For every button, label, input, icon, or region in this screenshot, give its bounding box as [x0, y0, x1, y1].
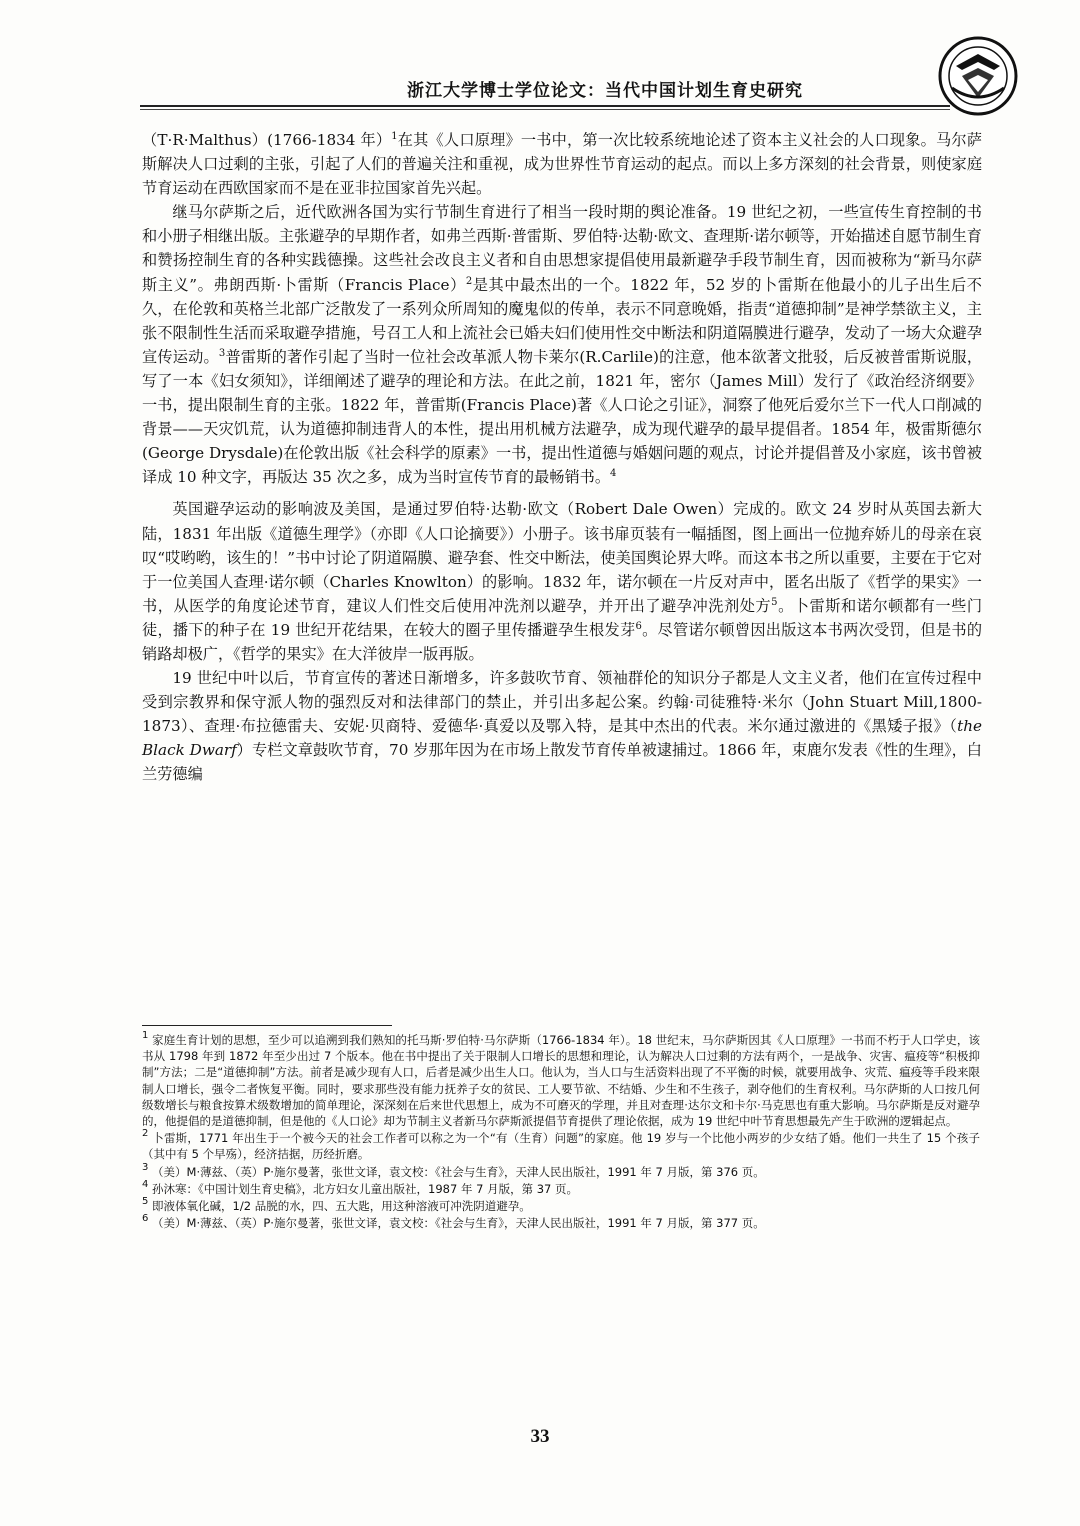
footnote-text: 卜雷斯，1771 年出生于一个被今天的社会工作者可以称之为一个“有（生育）问题”的家庭。他 19 岁与一个比他小两岁的少女结了婚。他们一共生了 15 个孩子（其中有 5 个早殇），经济拮据，历经折磨。: [142, 1131, 981, 1162]
text-run: 是其中最杰出的一个。1822 年，52 岁的卜雷斯在他最小的儿子出生后不久，在伦敦和英格兰北部广泛散发了一系列众所周知的魔鬼似的传单，表示不同意晚婚，指责“道德抑制”是神学禁欲主义，主张不限制性生活而采取避孕措施，号召工人和上流社会已婚夫妇们使用性交中断法和阴道隔膜进行避孕，发动了一场大众避孕宣传运动。: [142, 275, 982, 366]
text-run: 。尽管诺尔顿曾因出版这本书两次受罚，但是书的销路却极广，《哲学的果实》在大洋彼岸一版再版。: [142, 620, 983, 663]
paragraph-3: [142, 497, 982, 666]
header-title: 浙江大学博士学位论文：当代中国计划生育史研究: [407, 81, 803, 101]
footnote-ref: 4: [610, 468, 617, 480]
footnote-number: 4: [142, 1178, 149, 1190]
footnote-number: 3: [142, 1161, 149, 1173]
footnote-1: [142, 1032, 980, 1129]
text-run: 在其《人口原理》一书中，第一次比较系统地论述了资本主义社会的人口现象。马尔萨斯解决人口过剩的主张，引起了人们的普遍关注和重视，成为世界性节育运动的起点。而以上多方深刻的社会背景，则使家庭节育运动在西欧国家而不是在亚非拉国家首先兴起。: [142, 131, 982, 198]
footnote-text: 孙沐寒：《中国计划生育史稿》，北方妇女儿童出版社，1987 年 7 月版，第 37 页。: [152, 1181, 579, 1196]
footnote-2: [142, 1130, 980, 1162]
footnote-ref: 3: [218, 347, 226, 359]
footnote-text: 家庭生育计划的思想，至少可以追溯到我们熟知的托马斯·罗伯特·马尔萨斯（1766-1834 年）。18 世纪末，马尔萨斯因其《人口原理》一书而不朽于人口学史，该书从 1798 年到 1872 年至少出过 7 个版本。他在书中提出了关于限制人口增长的思想和理论，认为解决人口过剩的方法有两个，一是战争、灾害、瘟疫等“积极抑制”方法；二是“道德抑制”方法。前者是减少现有人口，后者是减少出生人口。他认为，当人口与生活资料出现了不平衡的时候，就要用战争、灾荒、瘟疫等手段来限制人口增长，强令二者恢复平衡。同时，要求那些没有能力抚养子女的贫民、工人要节欲、不结婚、少生和不生孩子，剥夺他们的生育权利。马尔萨斯的人口按几何级数增长与粮食按算术级数增加的简单理论，深深刻在后来世代思想上，成为不可磨灭的学理，并且对查理·达尔文和卡尔·马克思也有重大影响。马尔萨斯是反对避孕的，他提倡的是道德抑制，但是他的《人口论》却为节制主义者新马尔萨斯派提倡节育提供了理论依据，成为 19 世纪中叶节育思想最先产生于欧洲的逻辑起点。: [142, 1033, 981, 1129]
footnote-separator: [142, 1025, 392, 1026]
text-run: 普雷斯的著作引起了当时一位社会改革派人物卡莱尔(R.Carlile)的注意，他本欲著文批驳，后反被普雷斯说服，写了一本《妇女须知》，详细阐述了避孕的理论和方法。在此之前，1821 年，密尔（James Mill）发行了《政治经济纲要》一书，提出限制生育的主张。1822 年，普雷斯(Francis Place)著《人口论之引证》，洞察了他死后爱尔兰下一代人口削减的背景——天灾饥荒，认为道德抑制违背人的本性，提出用机械方法避孕，成为现代避孕的最早提倡者。1854 年，极雷斯德尔(George Drysdale)在伦敦出版《社会科学的原素》一书，提出性道德与婚姻问题的观点，讨论并提倡普及小家庭，该书曾被译成 10 种文字，再版达 35 次之多，成为当时宣传节育的最畅销书。: [142, 347, 983, 487]
footnote-number: 6: [142, 1213, 149, 1225]
footnote-4: [142, 1178, 980, 1197]
footnote-ref: 5: [771, 596, 778, 608]
footnote-text: （美）M·薄兹、（英）P·施尔曼著，张世文译，袁文校：《社会与生育》，天津人民出版社，1991 年 7 月版，第 377 页。: [152, 1216, 765, 1231]
footnotes: [142, 1032, 980, 1232]
footnote-text: 即液体氧化碱，1/2 品脱的水，四、五大匙，用这种溶液可冲洗阴道避孕。: [152, 1199, 531, 1214]
text-run: 。卜雷斯和诺尔顿都有一些门徒，播下的种子在 19 世纪开花结果，在较大的圈子里传播避孕生根发芽: [142, 596, 983, 639]
footnote-number: 2: [142, 1128, 149, 1140]
text-run: （T·R·Malthus）(1766-1834 年）: [142, 131, 392, 149]
text-run: 继马尔萨斯之后，近代欧洲各国为实行节制生育进行了相当一段时期的舆论准备。19 世纪之初，一些宣传生育控制的书和小册子相继出版。主张避孕的早期作者，如弗兰西斯·普雷斯、罗伯特·达勒·欧文、查理斯·诺尔顿等，开始描述自愿节制生育和赞扬控制生育的各种实践德操。这些社会改良主义者和自由思想家提倡使用最新避孕手段节制生育，因而被称为“新马尔萨斯主义”。弗朗西斯·卜雷斯（Francis Place）: [142, 203, 982, 294]
footnote-6: [142, 1215, 980, 1231]
page-header: [0, 0, 1080, 128]
paragraph-1: [142, 128, 982, 200]
italic-title: the Black Dwarf: [142, 717, 982, 760]
university-seal-logo: [938, 36, 1018, 116]
footnote-ref: 1: [391, 131, 398, 142]
footnote-3: [142, 1161, 980, 1180]
footnote-number: 5: [142, 1196, 149, 1208]
header-rule: [140, 105, 950, 110]
footnote-ref: 2: [465, 275, 473, 287]
text-run: 英国避孕运动的影响波及美国，是通过罗伯特·达勒·欧文（Robert Dale Owen）完成的。欧文 24 岁时从英国去新大陆，1831 年出版《道德生理学》（亦即《人口论摘要》）小册子。该书扉页装有一幅插图，图上画出一位抛弃娇儿的母亲在哀叹“哎哟哟，该生的！”书中讨论了阴道隔膜、避孕套、性交中断法，使美国舆论界大哗。而这本书之所以重要，主要在于它对于一位美国人查理·诺尔顿（Charles Knowlton）的影响。1832 年，诺尔顿在一片反对声中，匿名出版了《哲学的果实》一书，从医学的角度论述节育，建议人们性交后使用冲洗剂以避孕，并开出了避孕冲洗剂处方: [142, 500, 982, 615]
text-run: 19 世纪中叶以后，节育宣传的著述日渐增多，许多鼓吹节育、领袖群伦的知识分子都是人文主义者，他们在宣传过程中受到宗教界和保守派人物的强烈反对和法律部门的禁止，并引出多起公案。约翰·司徒雅特·米尔（John Stuart Mill,1800-1873）、查理·布拉德雷夫、安妮·贝商特、爱德华·真爱以及鄂入特，是其中杰出的代表。米尔通过激进的《黑矮子报》（: [142, 669, 982, 736]
footnote-text: （美）M·薄兹、（英）P·施尔曼著，张世文译，袁文校：《社会与生育》，天津人民出版社，1991 年 7 月版，第 376 页。: [152, 1164, 765, 1179]
page-number: 33: [530, 1426, 550, 1447]
footnote-5: [142, 1198, 980, 1214]
paragraph-4: [142, 666, 982, 786]
main-body-text: [142, 128, 982, 787]
paragraph-2: [142, 200, 982, 489]
footnote-number: 1: [142, 1030, 149, 1041]
text-run: ）专栏文章鼓吹节育，70 岁那年因为在市场上散发节育传单被逮捕过。1866 年，束鹿尔发表《性的生理》，白兰劳德编: [142, 741, 982, 784]
footnote-ref: 6: [635, 620, 642, 632]
